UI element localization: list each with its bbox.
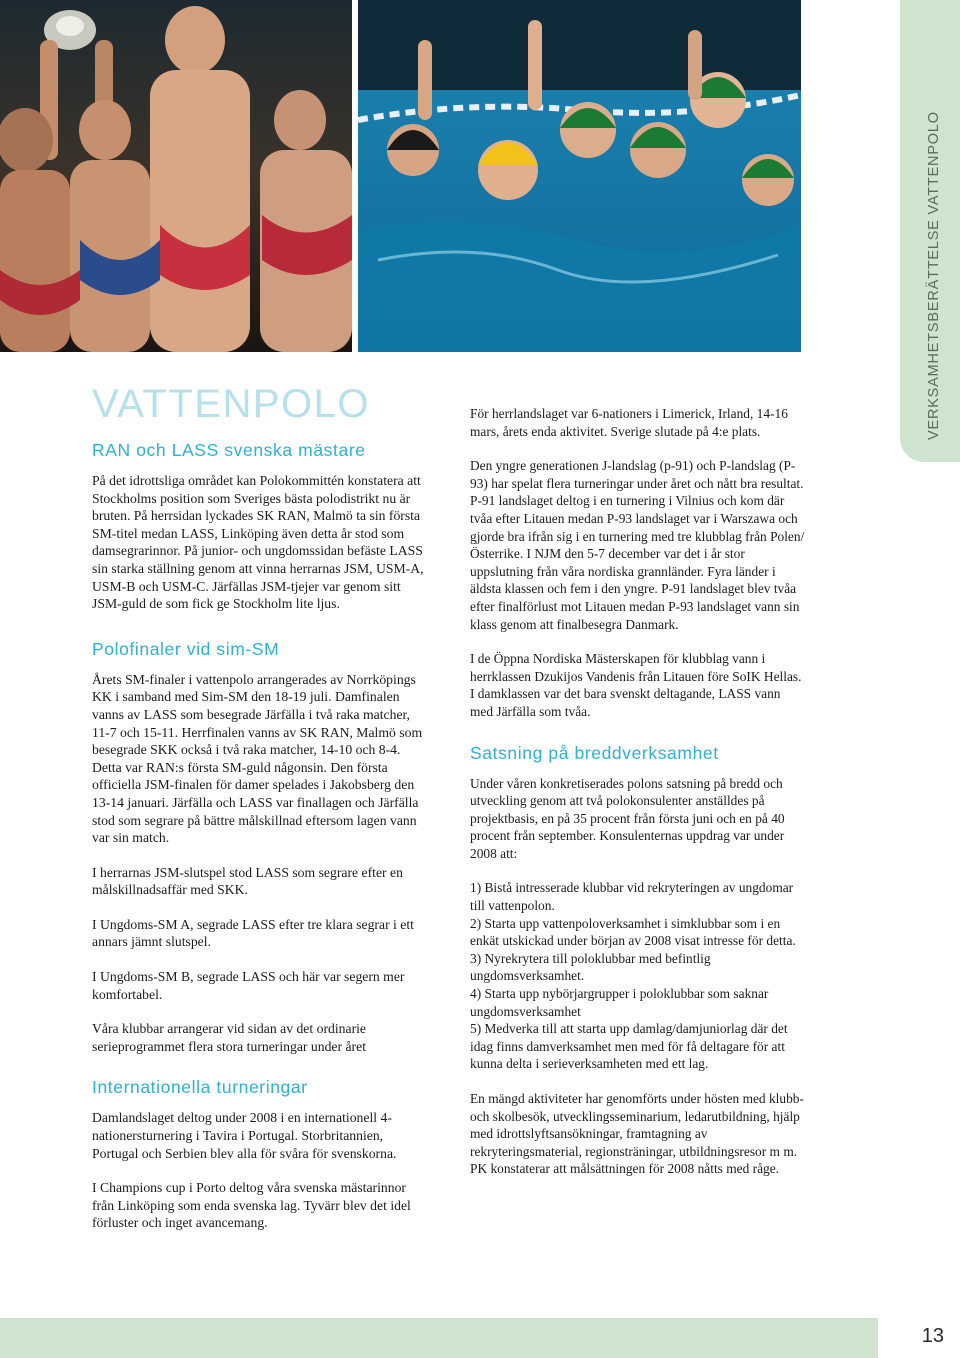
paragraph-damlandslaget: Damlandslaget deltog under 2008 i en internationell 4-nationersturnering i Tavira i Portugal. Storbritannien, Portugal och Serbien blev alla för svåra för svenskorna.: [92, 1110, 397, 1161]
paragraph-ran-lass: På det idrottsliga området kan Polokommittén konstatera att Stockholms position som Sveriges bästa polodistrikt nu är bruten. På herrsidan lyckades SK RAN, Malmö ta sin första SM-titel medan LASS, Linköping även detta år stod som damsegrarinnor. På junior- och ungdomssidan befäste LASS sin starka ställning genom att vinna herrarnas JSM, USM-A, USM-B och USM-C. Järfällas JSM-tjejer var genom sitt JSM-guld de som fick ge Stockholm lite ljus.: [92, 473, 424, 612]
heading-ran-lass: RAN och LASS svenska mästare: [92, 440, 366, 460]
list-item-4: 4) Starta upp nybörjargrupper i poloklubbar som saknar ungdomsverksamhet: [470, 986, 769, 1019]
paragraph-usm-b: I Ungdoms-SM B, segrade LASS och här var segern mer komfortabel.: [92, 969, 405, 1002]
list-uppdrag: [470, 879, 806, 1073]
paragraph-jsm-herrar: I herrarnas JSM-slutspel stod LASS som segrare efter en målskillnadsaffär med SKK.: [92, 864, 403, 898]
heading-polofinaler: Polofinaler vid sim-SM: [92, 638, 280, 659]
page-number: 13: [921, 1325, 944, 1347]
paragraph-champions-cup: I Champions cup i Porto deltog våra svenska mästarinnor från Linköping som enda svenska lag. Tyvärr blev det idel förluster och inget avancemang.: [92, 1180, 411, 1231]
page-title: VATTENPOLO: [92, 382, 371, 426]
photo-women-team-in-pool: [358, 0, 801, 352]
list-item-3: 3) Nyrekrytera till poloklubbar med befintlig ungdomsverksamhet.: [470, 950, 711, 984]
paragraph-nordiska-mastertskap: I de Öppna Nordiska Mästerskapen för klubblag vann i herrklassen Dzukijos Vandenis från Litauen före SoIK Hellas. I damklassen var det bara svenskt deltagande, LASS vann med Järfälla som tvåa.: [470, 651, 802, 719]
paragraph-herrlandslaget: För herrlandslaget var 6-nationers i Limerick, Irland, 14-16 mars, årets enda aktivitet. Sverige slutade på 4:e plats.: [470, 406, 788, 439]
heading-internationella: Internationella turneringar: [92, 1077, 308, 1098]
left-column: [92, 440, 424, 1249]
heading-breddverksamhet: Satsning på breddverksamhet: [470, 742, 719, 763]
right-column: [470, 405, 806, 1195]
photo-men-team-celebrating: [0, 0, 352, 352]
paragraph-sm-finaler: Årets SM-finaler i vattenpolo arrangerades av Norrköpings KK i samband med Sim-SM den 18-19 juli. Damfinalen vanns av LASS som besegrade Järfälla i två raka matcher, 11-7 och 15-11. Herrfinalen vanns av SK RAN, Malmö som besegrade SKK också i två raka matcher, 14-10 och 8-4. Detta var RAN:s första SM-guld någonsin. Den första officiella JSM-finalen för damer spelades i Jakobsberg den 13-14 januari. Järfälla och LASS var finallagen och Järfälla stod som segrare på bättre målskillnad eftersom lagen vann var sin match.: [92, 671, 423, 846]
footer-bar: [0, 1318, 960, 1358]
paragraph-ungdomslandslag: Den yngre generationen J-landslag (p-91) och P-landslag (P-93) har spelat flera turneringar under året och nått bra resultat. P-91 landslaget deltog i en turnering i Vilnius och kom där tvåa efter Litauen medan P-93 landslaget var i Warszawa och gjorde bra ifrån sig i en turnering med tre klubblag från Polen/Österrike. I NJM den 5-7 december var det i år stor uppslutning från våra nordiska grannländer. Fyra länder i äldsta klassen och fem i den yngre. P-91 landslaget blev tvåa efter finalförlust mot Litauen medan P-93 landslaget vann sin klass genom att finalbesegra Danmark.: [470, 458, 805, 632]
list-item-2: 2) Starta upp vattenpoloverksamhet i simklubbar som i en enkät utskickad under början av 2008 visat intresse för detta.: [470, 915, 796, 949]
paragraph-turneringar-arrangemang: Våra klubbar arrangerar vid sidan av det ordinarie serieprogrammet flera stora turneringar under året: [92, 1021, 367, 1054]
paragraph-konsulenter: Under våren konkretiserades polons satsning på bredd och utveckling genom att två polokonsulenter anställdes på projektbasis, en på 35 procent från första juni och en på 40 procent från september. Konsulenternas uppdrag var under 2008 att:: [470, 775, 785, 861]
paragraph-aktiviteter: En mängd aktiviteter har genomförts under hösten med klubb- och skolbesök, utvecklingsseminarium, ledarutbildning, hjälp med idrottslyftsansökningar, framtagning av rekryteringsmaterial, regionsträningar, utbildningsresor m m. PK konstaterar att målsättningen för 2008 nåtts med råge.: [470, 1091, 804, 1177]
sidebar-section-label: VERKSAMHETSBERÄTTELSE VATTENPOLO: [926, 111, 942, 440]
list-item-1: 1) Bistå intresserade klubbar vid rekryteringen av ungdomar till vattenpolon.: [470, 880, 794, 914]
list-item-5: 5) Medverka till att starta upp damlag/damjuniorlag där det idag finns damverksamhet men med för få deltagare för att kunna delta i serieverksamheten med ett lag.: [470, 1021, 788, 1072]
paragraph-usm-a: I Ungdoms-SM A, segrade LASS efter tre klara segrar i ett annars jämnt slutspel.: [92, 916, 414, 950]
